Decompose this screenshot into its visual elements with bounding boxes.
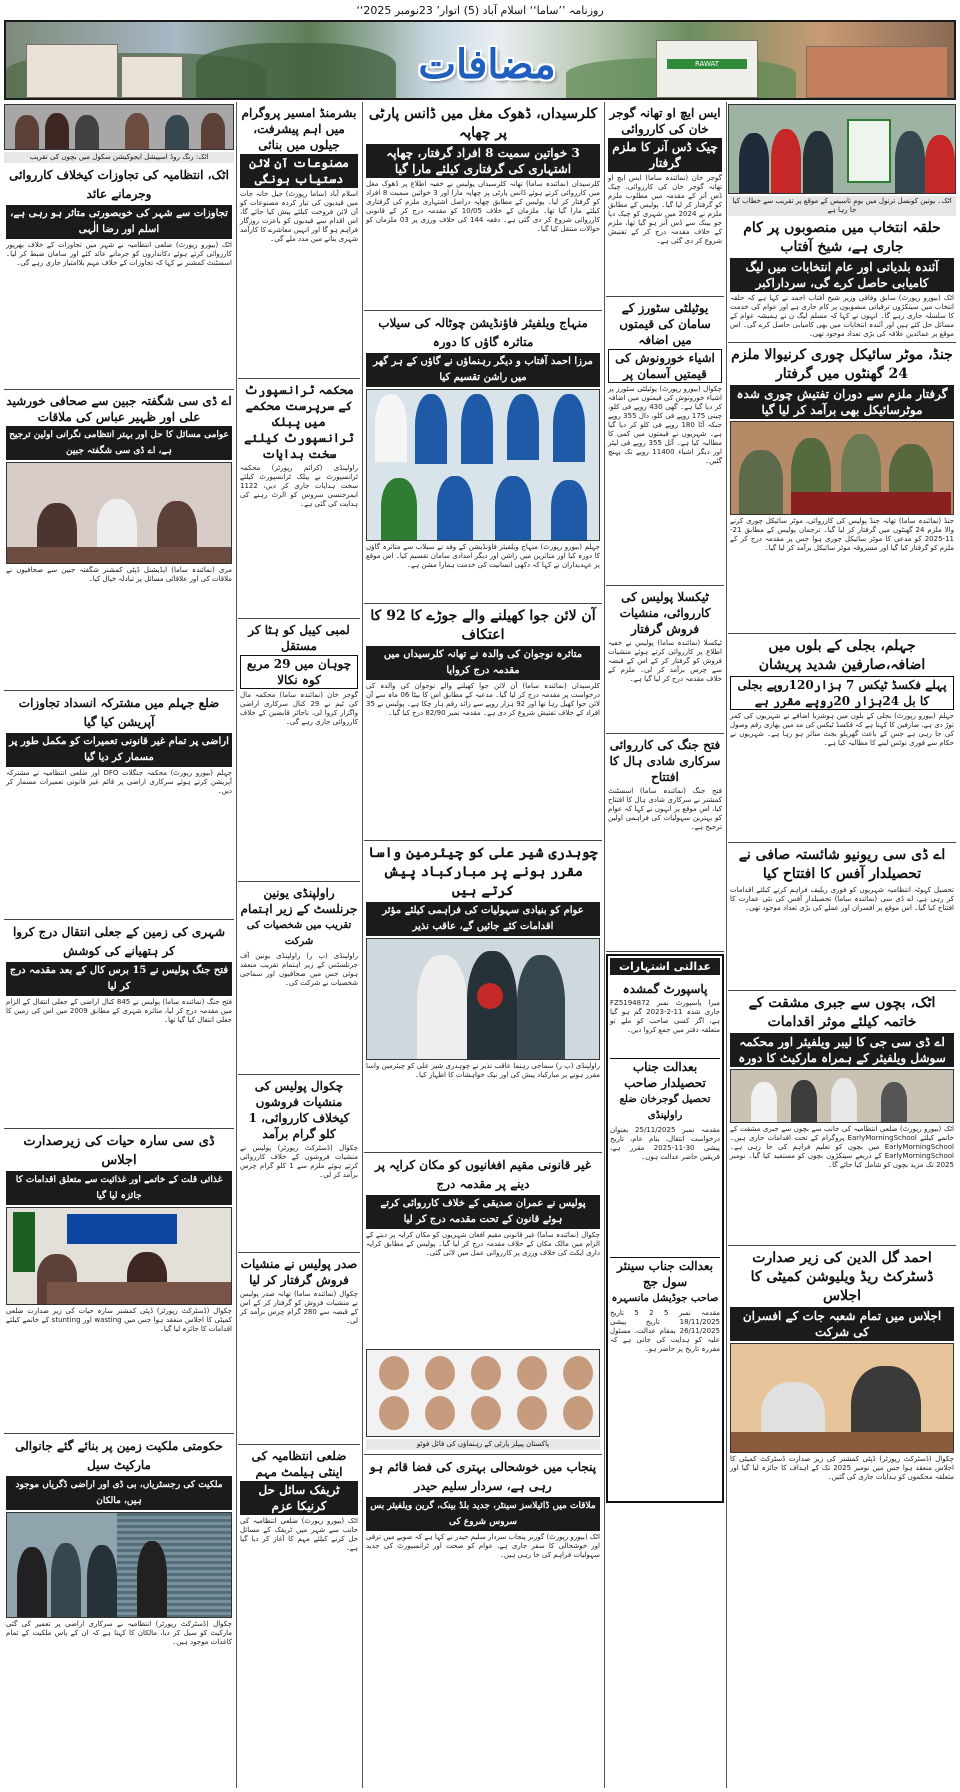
person-shape [803,131,833,193]
headline: جہلم، بجلی کے بلوں میں اضافہ،صارفین شدید پریشان [758,638,926,673]
subheadline: عوام کو بنیادی سہولیات کی فراہمی کیلئے مؤثر اقدامات کئے جائیں گے، عاقب نذیر [366,902,600,936]
subheadline: تقریب میں شخصیات کی شرکت [246,920,352,947]
person-shape [75,115,99,149]
photo-ration [366,389,600,541]
desk-shape [7,547,232,563]
photo-caption: پاکستان پیپلز پارٹی کے رہنماؤں کی فائل فوٹو [366,1439,600,1450]
story-body: چکوال (ڈسٹرکٹ رپورٹر) پولیس نے منشیات فروشوں کے خلاف کارروائی کرتے ہوئے ملزم سے 1 کلو گرام چرس برآمد کر لی۔ [240,1144,358,1179]
story-body: چکوال (بیورو رپورٹ) یوٹیلٹی سٹورز پر اشیاء خورونوش کی قیمتوں میں اضافہ کر دیا گیا ہے۔ گھی 430 روپے فی کلو، چینی 175 روپے فی کلو، دال 355 روپے جبکہ آٹا 180 روپے فی کلو کر دیا گیا ہے۔ شہریوں نے قیمتوں میں کمی کا مطالبہ کیا ہے۔ آئل 355 روپے فی لیٹر اور دیگر اشیاء 11400 روپے تک پہنچ گئیں۔ [608,385,722,465]
story-child-labour [728,991,956,1246]
story-dc-sara-hayat [4,1129,234,1434]
story-body: اٹک (بیورو رپورٹ) گورنر پنجاب سردار سلیم حیدر نے کہا ہے کہ صوبے میں ترقی اور خوشحالی کا سفر جاری ہے، عوام کو صحت اور ٹرانسپورٹ کی جدید سہولیات فراہم کی جا رہی ہیں۔ [366,1533,600,1559]
subheadline: چوہان میں 29 مربع کوہ نکالا [240,655,358,689]
portrait-shape [425,1396,455,1430]
headline: یوٹیلٹی سٹورز کے سامان کی قیمتوں میں اضافہ [619,301,711,347]
person-shape [495,476,531,540]
story-narcotics-1kg [238,1075,360,1253]
person-shape [137,1541,167,1617]
legal-ads [606,954,724,1503]
subheadline: اشیاء خورونوش کی قیمتیں آسمان پر [608,349,722,383]
photo-collage [366,1349,600,1437]
headline: اے ڈی سی شگفتہ جبین سے صحافی خورشید علی اور ظہیر عباس کی ملاقات [6,394,232,424]
headline: جنڈ، موٹر سائیکل چوری کرنیوالا ملزم 24 گھنٹوں میں گرفتار [731,347,953,382]
story-body: اٹک (بیورو رپورٹ) ضلعی انتظامیہ کی جانب سے شہر میں ٹریفک کے مسائل حل کرنے کیلئے مہم کا آغاز کر دیا گیا ہے۔ [240,1517,358,1552]
ad-title: پاسپورٹ گمشدہ [622,982,708,996]
column-rule [726,102,727,1788]
person-shape [517,955,565,1059]
story-online-gambling [364,604,602,841]
person-shape [201,113,225,149]
column-1 [728,102,956,1788]
portrait-shape [517,1356,547,1390]
column-rule [236,102,237,1788]
portrait-shape [425,1356,455,1390]
desk-shape [47,1282,232,1304]
story-body: تحصیل کہوٹہ انتظامیہ شہریوں کو فوری ریلیف فراہم کرنے کیلئے اقدامات کر رہی ہے، اے ڈی سی (نمائندہ ساما) تحصیلدار آفس کی نئی عمارت کا افتتاح کیا گیا۔ اس موقع پر افسران اور عملے کی بڑی تعداد موجود تھی۔ [730,886,954,912]
story-wasa-chairman [364,841,602,1153]
masthead-banner [4,20,956,100]
screen-shape [67,1214,177,1244]
column-3 [364,102,602,1788]
headline: شہری کی زمین کے جعلی انتقال درج کروا کر ہتھیانے کی کوشش [12,925,226,958]
story-encroachment [4,163,234,390]
subheadline: 3 خواتین سمیت 8 افراد گرفتار، چھاپہ اشتہاری کی گرفتاری کیلئے مارا گیا [366,144,600,178]
headline: ڈی سی سارہ حیات کی زیرصدارت اجلاس [23,1134,215,1168]
subheadline: اے ڈی سی جی کا لیبر ویلفیئر اور محکمہ سوشل ویلفیئر کے ہمراہ مارکیٹ کا دورہ [730,1033,954,1067]
person-shape [551,480,587,540]
person-shape [15,115,39,149]
headline: بشرمنڈ امسیر پروگرام میں اہم پیشرفت، جیلوں میں بنائی [241,106,357,152]
story-flood-visit [364,311,602,604]
story-taxila [606,586,724,734]
masthead-title: مضافات [418,40,556,88]
headline: اٹک، انتظامیہ کی تجاوزات کیخلاف کارروائی وجرمانے عائد [9,168,229,201]
photo-sealed-shops [6,1512,232,1618]
story-committee [728,1246,956,1531]
person-shape [507,394,539,460]
story-fake-transfer [4,920,234,1129]
story-body: کلرسیداں (نمائندہ ساما) تھانہ کلرسیداں پولیس نے خفیہ اطلاع پر ڈھوک مغل میں کارروائی کرتے ہوئے ڈانس پارٹی پر چھاپہ مارا اور 3 خواتین سمیت 8 افراد کو گرفتار کر لیا۔ پولیس کے مطابق چھاپہ دراصل اشتہاری ملزم کی گرفتاری کیلئے مارا گیا تھا۔ ملزمان کے خلاف 10/05 کو مقدمہ درج کر کے قانونی کارروائی شروع کر دی گئی ہے۔ دفعہ 144 کی خلاف ورزی پر 03 ملزمان کو حوالات منتقل کیا گیا۔ [366,180,601,233]
ad-body: میرا پاسپورٹ نمبر FZ5194872 جاری شدہ 11-2-2023 گم ہو گیا ہے، اگر کسی صاحب کو ملے تو متعلقہ دفتر میں جمع کروا دیں۔ [610,999,720,1034]
photo-caption: اٹک۔ یونین کونسل ترنول میں یومِ تاسیس کے موقع پر تقریب سے خطاب کیا جا رہا ہے [728,196,956,216]
column-5 [4,102,234,1788]
story-body: جہلم (بیورو رپورٹ) منہاج ویلفیئر فاؤنڈیشن کے وفد نے سیلاب سے متاثرہ گاؤں کا دورہ کیا اور متاثرین میں راشن اور دیگر امدادی سامان تقسیم کیا۔ اس موقع پر عہدیداران نے کہا کہ دکھی انسانیت کی خدمت ہمارا مشن ہے۔ [366,543,600,569]
story-body: چکوال (نمائندہ ساما) غیر قانونی مقیم افغان شہریوں کو مکان کرایہ پر دینے کے الزام میں مالک مکان کے خلاف مقدمہ درج کر لیا گیا۔ پولیس کے مطابق کرایہ داری ایکٹ کی خلاف ورزی پر کارروائی عمل میں لائی گئی۔ [366,1231,600,1257]
photo-students [4,104,234,150]
person-shape [881,1082,907,1122]
photo-committee-meeting [6,1207,232,1305]
person-shape [791,1080,817,1122]
headline: محکمہ ٹرانسپورٹ کے سرپرست محکمے میں پبلک ٹرانسپورٹ کیلئے سخت ہدایات [244,383,354,461]
subheadline: ملاقات میں ڈائیلاسز سینٹر، جدید بلڈ بینک، گرین ویلفیئر بس سروس شروع کی [366,1497,600,1531]
portrait-shape [379,1396,409,1430]
photo-bouquet [366,938,600,1060]
headline: احمد گل الدین کی زیر صدارت ڈسٹرکٹ ریڈ ویلیوشن کمیٹی کا اجلاس [750,1250,934,1304]
person-shape [51,1543,81,1617]
headline: لمبی کیبل کو ہٹا کر مستقل [248,623,350,653]
headline: آن لائن جوا کھیلنے والے جوڑے کا 92 کا اعتکاف [370,608,596,643]
story-adc-meeting [4,390,234,691]
story-electricity [728,634,956,843]
person-shape [553,394,585,462]
subheadline: پہلے فکسڈ ٹیکس 7 ہزار120روپے بجلی کا بل 24ہزار 20روپے مقرر ہے [730,676,954,710]
portrait-shape [517,1396,547,1430]
subheadline: تجاوزات سے شہر کی خوبصورتی متاثر ہو رہی ہے، اسلم اور رضا الٰہی [6,205,232,239]
ad-title: بعدالت جناب سینئر سول جج [610,1257,720,1290]
column-rule [362,102,363,1788]
portrait-shape [379,1356,409,1390]
date-strip: روزنامہ ’’ساما‘‘ اسلام آباد (5) اتوار’ 23نومبر 2025‘‘ [356,3,604,17]
subheadline: گرفتار ملزم سے دوران تفتیش چوری شدہ موٹرسائیکل بھی برآمد کر لیا گیا [730,385,954,419]
headline: اٹک، بچوں سے جبری مشقت کے خاتمہ کیلئے موثر اقدامات [748,995,936,1030]
story-tehsil-office [728,843,956,991]
subheadline: اراضی پر تمام غیر قانونی تعمیرات کو مکمل طور پر مسمار کر دیا گیا [6,733,232,767]
ad-body: مقدمہ نمبر 5 2 5 تاریخ 18/11/2025 تاریخ پیشی 26/11/2025 بمقام عدالت، مسئول علیہ کو ہدایت کی جاتی ہے کہ مقررہ تاریخ پر حاضر ہو۔ [610,1309,720,1353]
subheadline: متاثرہ نوجوان کی والدہ نے تھانہ کلرسیداں میں مقدمہ درج کروایا [366,646,600,680]
person-shape [831,1078,857,1122]
photo-police [730,421,954,515]
story-body: اٹک (بیورو رپورٹ) ضلعی انتظامیہ نے شہر میں تجاوزات کے خلاف بھرپور کارروائی کرتے ہوئے دکانداروں کو جرمانے عائد کئے اور سامان ضبط کر لیا۔ اسسٹنٹ کمشنر نے کہا کہ تجاوزات کے خلاف مہم بلاامتیاز جاری رہے گی۔ [6,241,232,267]
subheadline: چیک ڈس آنر کا ملزم گرفتار [608,138,722,172]
building-sign: RAWAT [667,59,747,69]
column-2 [606,102,724,1788]
photo-meeting [730,1343,954,1453]
ad-title: بعدالت جناب تحصیلدار صاحب [610,1058,720,1091]
person-shape [461,394,493,464]
story-body: چکوال (ڈسٹرکٹ رپورٹر) انتظامیہ نے سرکاری اراضی پر تعمیر کی گئی مارکیٹ کو سیل کر دیا، مالکان کا کہنا ہے کہ ان کے پاس ملکیت کے تمام کاغذات موجود ہیں۔ [6,1620,232,1646]
story-jand [728,343,956,634]
story-dance-party [364,102,602,311]
subheadline: عوامی مسائل کا حل اور بہتر انتظامی نگرانی اولین ترجیح ہے، اے ڈی سی شگفتہ جبین [6,426,232,460]
story-aftab [728,216,956,343]
portrait-shape [563,1396,593,1430]
story-afghan-rental [364,1153,602,1455]
story-governor [364,1455,602,1657]
story-body: کلرسیداں (نمائندہ ساما) آن لائن جوا کھیلنے والے نوجوان کی والدہ کی درخواست پر مقدمہ درج کر لیا گیا۔ مدعیہ کے مطابق اس کا بیٹا 06 ماہ سے آن لائن جوا کھیل رہا تھا اور 92 ہزار روپے سے زائد رقم ہار چکا ہے۔ پولیس نے 35 افراد کے خلاف تفتیش شروع کر دی ہے۔ مقدمہ نمبر 82/90 درج کیا گیا۔ [366,682,601,717]
person-shape [739,450,783,514]
headline: ایس ایچ او تھانہ گوجر خان کی کارروائی [609,106,721,136]
story-body: چکوال (ڈسٹرکٹ رپورٹر) ڈپٹی کمشنر کی زیر صدارت ڈسٹرکٹ کمیٹی کا اجلاس منعقد ہوا جس میں نومبر 2025 تک کے اہداف کا جائزہ لیا گیا اور متعلقہ محکموں کو ہدایات جاری کی گئیں۔ [730,1455,954,1481]
person-shape [771,129,801,193]
ad-subtitle: صاحب جوڈیشل مانسہرہ [611,1293,719,1304]
story-body: راولپنڈی (کرائم رپورٹر) محکمہ ٹرانسپورٹ نے پبلک ٹرانسپورٹ کیلئے سخت ہدایات جاری کر دیں، 1122 ایمرجنسی سروس کو الرٹ رہنے کی ہدایت کی گئی ہے۔ [240,464,358,508]
story-utility-stores [606,297,724,586]
story-body: اٹک (بیورو رپورٹ) سابق وفاقی وزیر شیخ آفتاب احمد نے کہا ہے کہ حلقہ انتخاب میں سینکڑوں ترقیاتی منصوبوں پر کام جاری ہے اور عوام کی خدمت کا سلسلہ جاری رہے گا۔ انہوں نے کہا کہ مسلم لیگ ن نے ہمیشہ عوام کے مسائل حل کئے ہیں اور آئندہ انتخابات میں بھی کامیابی حاصل کرے گی۔ اس موقع پر عمائدین علاقہ کی بڑی تعداد موجود تھی۔ [730,294,954,338]
hill-shape [196,43,396,98]
person-shape [87,1545,117,1617]
person-shape [165,115,189,149]
story-body: راولپنڈی (پ ر) راولپنڈی یونین آف جرنلسٹس کے زیر اہتمام تقریب منعقد ہوئی جس میں صحافیوں اور سماجی شخصیات نے شرکت کی۔ [240,952,358,987]
photo-caption: اٹک: رنگ روڈ اسپیشل ایجوکیشن سکول میں بچوں کی تقریب [4,152,234,163]
story-sadar-police [238,1253,360,1445]
headline: اے ڈی سی ریونیو شائستہ صافی نے تحصیلدار آفس کا افتتاح کیا [738,847,946,882]
plaque-shape [847,119,891,183]
bouquet-shape [477,983,503,1009]
story-body: چکوال (نمائندہ ساما) تھانہ صدر پولیس نے منشیات فروش کو گرفتار کر کے اس کے قبضہ سے 280 گرام چرس برآمد کر لی۔ [240,1290,359,1325]
story-body: گوجر خان (نمائندہ ساما) محکمہ مال کی ٹیم نے 29 کنال سرکاری اراضی واگزار کروا لی، ناجائز قابضین کے خلاف کارروائی جاری رہے گی۔ [240,691,358,726]
shutter-shape [117,1513,232,1617]
person-shape [381,478,417,540]
story-body: فتح جنگ (نمائندہ ساما) اسسٹنٹ کمشنر نے سرکاری شادی ہال کا افتتاح کیا، اس موقع پر انہوں نے کہا کہ عوام کو بہترین سہولیات کی فراہمی اولین ترجیح ہے۔ [608,787,722,831]
flag-shape [13,1212,35,1272]
portrait-shape [471,1396,501,1430]
headline: حلقہ انتخاب میں منصوبوں پر کام جاری ہے، شیخ آفتاب [743,220,941,255]
subheadline: اجلاس میں تمام شعبہ جات کے افسران کی شرکت [730,1307,954,1341]
person-shape [437,476,473,540]
headline: چوہدری شیر علی کو چیئرمین واسا مقرر ہونے پر مبارکباد پیش کرتے ہیں [368,845,598,899]
person-shape [417,955,467,1059]
person-shape [415,394,447,464]
column-4 [238,102,360,1788]
subheadline: ٹریفک سائل حل کرنیکا عزم [240,1481,358,1515]
story-land-recovery [238,619,360,882]
headline: راولپنڈی یونین جرنلسٹ کے زیر اہتمام [240,886,358,916]
story-journalists [238,882,360,1075]
story-traffic [238,1445,360,1671]
column-rule [604,102,605,1788]
person-shape [125,113,149,149]
ad-body: مقدمہ نمبر 25/11/2025 بعنوان درخواست انتقال، بنام عام، تاریخ پیشی 30-11-2025 مقرر ہے، فریقین حاضر عدالت ہوں۔ [610,1126,720,1161]
person-shape [895,131,925,193]
building-shape [26,44,118,98]
person-shape [375,394,407,462]
story-cheque [606,102,724,297]
headline: کلرسیداں، ڈھوک مغل میں ڈانس پارٹی پر چھاپہ [368,106,598,141]
subheadline: مرزا احمد آفتاب و دیگر رہنماؤں نے گاؤں کے ہر گھر میں راشن تقسیم کیا [366,353,600,387]
person-shape [45,113,69,149]
portrait-shape [563,1356,593,1390]
table-shape [791,492,951,514]
story-market-sealed [4,1434,234,1714]
subheadline: آئندہ بلدیاتی اور عام انتخابات میں لیگ کامیابی حاصل کرے گی، سرداراکبر [730,258,954,292]
subheadline: غذائی قلت کے خاتمے اور غذائیت سے متعلق اقدامات کا جائزہ لیا گیا [6,1171,232,1205]
person-shape [739,133,769,193]
story-body: راولپنڈی (پ ر) سماجی رہنما عاقب نذیر نے چوہدری شیر علی کو چیئرمین واسا مقرر ہونے پر مبارکباد پیش کی اور نیک خواہشات کا اظہار کیا۔ [366,1062,600,1079]
story-transport [238,379,360,619]
headline: صدر پولیس نے منشیات فروش گرفتار کر لیا [240,1257,358,1287]
person-shape [17,1547,47,1617]
story-body: جنڈ (نمائندہ ساما) تھانہ جنڈ پولیس کی کارروائی، موٹر سائیکل چوری کرنے والا ملزم 24 گھنٹوں میں گرفتار کر لیا گیا۔ ترجمان پولیس کے مطابق 21-11-2025 کو مدعی کا موٹر سائیکل چوری ہوا جس پر مقدمہ درج کر کے ملزم کو گرفتار کیا گیا اور مسروقہ موٹر سائیکل برآمد کر لیا گیا۔ [730,517,954,552]
story-body: ٹیکسلا (نمائندہ ساما) پولیس نے خفیہ اطلاع پر کارروائی کرتے ہوئے منشیات فروش کو گرفتار کر کے اس کے قبضہ سے چرس برآمد کر لی۔ ملزم کے خلاف مقدمہ درج کر لیا گیا ہے۔ [608,639,722,683]
headline: چکوال پولیس کی منشیات فروشوں کیخلاف کارروائی، 1 کلو گرام برآمد [248,1079,350,1141]
story-body: اٹک (بیورو رپورٹ) ضلعی انتظامیہ کی جانب سے بچوں سے جبری مشقت کے خاتمے کیلئے EarlyMorningSchool پروگرام کے تحت اقدامات جاری ہیں۔ EarlyMorningSchool میں بچوں کو تعلیم فراہم کی جا رہی ہے۔ EarlyMorningSchool کے ذریعے سینکڑوں بچوں کو مستفید کیا گیا۔ نومبر 2025 تک مزید بچوں کو شامل کیا جائے گا۔ [730,1125,954,1169]
story-body: مری (نمائندہ ساما) ایڈیشنل ڈپٹی کمشنر شگفتہ جبین سے صحافیوں نے ملاقات کی اور علاقائی مسائل پر تبادلہ خیال کیا۔ [6,566,232,583]
story-jhelum-operation [4,691,234,920]
story-wedding-hall [606,734,724,952]
person-shape [925,135,955,193]
headline: غیر قانونی مقیم افغانیوں کو مکان کرایہ پر دینے پر مقدمہ درج [374,1158,592,1191]
story-body: فتح جنگ (نمائندہ ساما) پولیس نے 845 کنال اراضی کے جعلی انتقال کے الزام میں مقدمہ درج کر لیا، متاثرہ شہری کے مطابق 2009 میں اس کی زمین کا جعلی انتقال کیا گیا تھا۔ [6,998,233,1024]
headline: منہاج ویلفیئر فاؤنڈیشن چوٹالہ کی سیلاب متاثرہ گاؤں کا دورہ [378,316,588,349]
subheadline: مصنوعات آن لائن دستیاب ہونگی [240,154,358,188]
subheadline: فتح جنگ پولیس نے 15 برس کال کے بعد مقدمہ درج کر لیا [6,962,232,996]
ad-subtitle: تحصیل گوجرخان ضلع راولپنڈی [619,1094,711,1121]
subheadline: پولیس نے عمران صدیقی کے خلاف کارروائی کرتے ہوئے قانون کے تحت مقدمہ درج کر لیا [366,1195,600,1229]
person-shape [751,1082,777,1122]
story-body: اسلام آباد (ساما رپورٹ) جیل خانہ جات میں قیدیوں کی تیار کردہ مصنوعات کو آن لائن فروخت کیلئے پیش کیا جائے گا، اس اقدام سے قیدیوں کو باعزت روزگار فراہم ہو گا اور انہیں معاشرے کا کارآمد شہری بنانے میں مدد ملے گی۔ [240,190,358,243]
headline: پنجاب میں خوشحالی بہتری کی فضا قائم ہو رہی ہے، سردار سلیم حیدر [369,1460,597,1493]
story-body: چکوال (ڈسٹرکٹ رپورٹر) ڈپٹی کمشنر سارہ حیات کی زیر صدارت ضلعی کمیٹی کا اجلاس منعقد ہوا جس میں wasting اور stunting کے خاتمے کیلئے اقدامات کا جائزہ لیا گیا۔ [6,1307,232,1333]
subheadline: ملکیت کی رجسٹریاں، بی ڈی اور اراضی ڈگریاں موجود ہیں، مالکان [6,1476,232,1510]
building-shape [121,56,183,98]
building-shape [806,46,948,98]
headline: حکومتی ملکیت زمین پر بنائے گئے جانوالی مارکیٹ سیل [15,1439,223,1472]
story-jail-products [238,102,360,379]
headline: ضلع جہلم میں مشترکہ انسداد تجاوزات آپریشن کیا گیا [18,696,220,729]
desk-shape [731,1432,954,1452]
story-body: جہلم (بیورو رپورٹ) محکمہ جنگلات DFO اور ضلعی انتظامیہ نے مشترکہ آپریشن کرتے ہوئے سرکاری اراضی پر قائم غیر قانونی تعمیرات مسمار کر دیں۔ [6,769,232,795]
photo-office [6,462,232,564]
photo-market [730,1069,954,1123]
portrait-shape [471,1356,501,1390]
legal-ads-heading: عدالتی اشتہارات [610,958,720,975]
story-body: گوجر خان (نمائندہ ساما) ایس ایچ او تھانہ گوجر خان کی کارروائی، چیک ڈس آنر کے مقدمہ میں مطلوب ملزم کو گرفتار کر لیا گیا۔ پولیس کے مطابق ملزم نے 2024 میں شہری کو چیک دیا جو بینک سے ڈس آنر ہو گیا تھا، ملزم کے خلاف مقدمہ درج کر کے تفتیش شروع کر دی گئی ہے۔ [608,174,723,245]
headline: ضلعی انتظامیہ کی اینٹی ہیلمٹ مہم [251,1449,347,1479]
story-body: جہلم (بیورو رپورٹ) بجلی کے بلوں میں ہوشربا اضافے نے شہریوں کی کمر توڑ دی ہے، صارفین کا کہنا ہے کہ فکسڈ ٹیکس کی مد میں بھاری رقم وصول کی جا رہی ہے جس کے باعث گھریلو بجٹ متاثر ہو رہا ہے۔ شہریوں نے حکام سے فوری نوٹس لینے کا مطالبہ کیا ہے۔ [730,712,954,747]
photo-ceremony [728,104,956,194]
headline: فتح جنگ کی کارروائی سرکاری شادی ہال کا افتتاح [609,738,721,784]
headline: ٹیکسلا پولیس کی کارروائی، منشیات فروش گرفتار [619,590,711,636]
building-shape [656,40,758,98]
